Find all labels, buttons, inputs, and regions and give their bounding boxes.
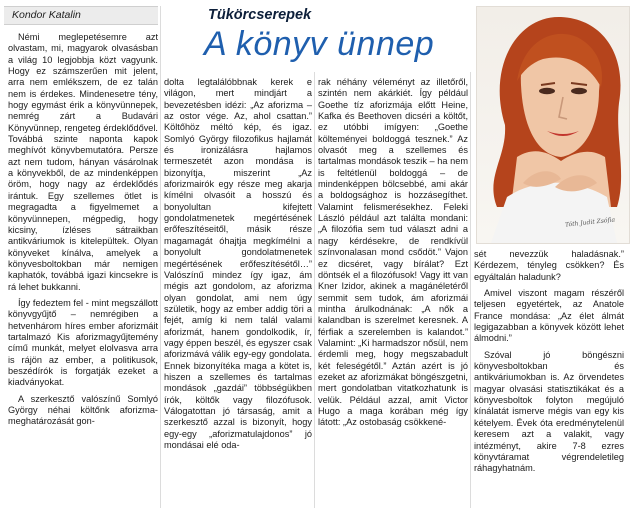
portrait-illustration <box>477 7 629 243</box>
paragraph: Szóval jó böngészni könyvesboltokban és antikváriumokban is. Az örvendetes magyar olvasási statisztikákat és a könyvesboltok folyton megújuló kínálatát ismerve mégis van egy kis kételyem. Évek óta eredménytelenül keresem azt a valakit, vagy intézményt, akire 7-8 ezres könyvtáramat végrendeletileg ráhagyhatnám. <box>474 349 624 474</box>
column-divider <box>160 6 161 508</box>
article-column-1 <box>8 32 158 428</box>
paragraph: Amivel viszont magam részéről teljesen egyetértek, az Anatole France mondása: „Az élet álmát legigazabban a könyvek között lehet álmodni.” <box>474 288 624 344</box>
column-divider <box>470 72 471 508</box>
author-bar <box>4 6 158 25</box>
article-column-4 <box>474 249 624 475</box>
column-divider <box>314 72 315 508</box>
article-column-3 <box>318 77 468 429</box>
paragraph: sét nevezzük haladásnak.” Kérdezem, tényleg csökken? És egyáltalán haladunk? <box>474 249 624 282</box>
paragraph: dolta legtalálóbbnak kerek e világon, mert mindjárt a bevezetésben idézi: „Az aforizma – az ostor vége. Az, ahol csattan.” Költőhöz méltó kép, és igaz. Somlyó György filozofikus hajlamát és ironizálásra hajlamos termeszetét azon mondása is bizonyítja, miszerint „Az aforizmairók egy része meg akarja kímélni olvasóit a hosszú és bonyolultan kifejtett gondolatmenetek megértésének erőfeszítéseitől, másik része magamagát óhajtja megkímélni a bonyolult gondolatmenetek megértésének erőfeszítésétől…” Valószínű mindez így igaz, ám mégis azt gondolom, az aforizma olyan gondolat, ami nem úgy születik, hogy az ember addig töri a fejét, amíg ki nem talál valami aforizmát, hanem gondolkodik, ír, vagy éppen beszél, és egyszer csak aforizmává válik egy-egy gondolata. Ennek bizonyítéka maga a kötet is, hiszen a szellemes és tartalmas mondások „gazdái” többségükben írók, költők vagy filozófusok. Válogatottan jó társaság, amit a szerkesztő azzal is bizonyít, hogy egy-egy „aforizmatulajdonos” jó mondásai elé oda- <box>164 77 312 450</box>
article-column-2 <box>164 77 312 451</box>
author-name: Kondor Katalin <box>12 9 81 21</box>
article-title: A könyv ünnep <box>204 25 435 63</box>
photo-signature: Tóth Judit Zsófia <box>564 216 616 229</box>
paragraph: Így fedeztem fel - mint megszállott könyvgyűjtő – nemrégiben a hetvenhárom híres ember aforizmáit tartalmazó Kis aforizmagyűjtemény című munkát, melyet elolvasva arra is rájön az ember, a politikusok, beszédírók is forgatják ezeket a kiadványokat. <box>8 297 158 388</box>
paragraph: rak néhány véleményt az illetőről, szintén nem akárkiét. Így például Goethe tíz aforizmája előtt Heine, Kafka és Beethoven dicséri a költőt, ez utóbbi imígyen: „Goethe költeményei boldoggá tesznek.” Az olvasót meg a szellemes és tartalmas mondások teszik – ha nem is feltétlenül boldoggá – de mindenképpen bölcsebbé, ami akár a boldogsághoz is hozzásegíthet. Valamint felismerésekhez. Feleki László például azt találta mondani: „A filozófia sem tud választ adni a nagy kérdésekre, de rendkívül színvonalasan mond csődöt.” Vajon ez dicséret, vagy bírálat? Ezt döntsék el a filozófusok! Vagy itt van Kner Izidor, akinek a magánéletéről semmit sem tudok, ám aforizmái mintha árulkodnának: „A nők a kalandban is szerelmet keresnek. A férfiak a szerelemben is kalandot.” Valamint: „Ki harmadszor nősül, nem érdemli meg, hogy megszabadult két feleségétől.” Aztán azért is jó ezeket az aforizmákat böngészgetni, mert gondolatban vitatkozhatunk is velük. Például azzal, amit Victor Hugo a maga korában még így látott: „Az ostobaság csökkené- <box>318 77 468 428</box>
paragraph: A szerkesztő valószínű Somlyó György néhai költőnk aforizma-meghatározását gon- <box>8 393 158 427</box>
author-portrait-photo <box>476 6 630 244</box>
rubric-label: Tükörcserepek <box>208 7 312 23</box>
paragraph: Némi meglepetésemre azt olvastam, mi, magyarok olvasásban a világ 10 legjobbja közt vagyunk. Hogy ez számszerűen mit jelent, arra nem emlékszem, de ez talán nem is érdekes. Mindenesetre tény, hogy egymást érik a könyvünnepek, nemrég zárt a Budavári Könyvünnep, rengeteg érdeklődővel. Továbbá szinte naponta kapok meghívót könyvbemutatóra. Persze azt nem tudom, hányan vásárolnak a könyvekből, de az mindenképpen öröm, hogy nagy az érdeklődés irántuk. Egy szellemes ötlet is megragadta a figyelmemet a könyvünnepen, mégpedig, hogy kicsiny, ízléses sátraikban antikváriumok is kitelepültek. Olyan könyveket kínálva, amelyek a könyvesboltokban már nemigen kaphatók, továbbá igazi kincsekre is rá lehet bukkanni. <box>8 32 158 292</box>
